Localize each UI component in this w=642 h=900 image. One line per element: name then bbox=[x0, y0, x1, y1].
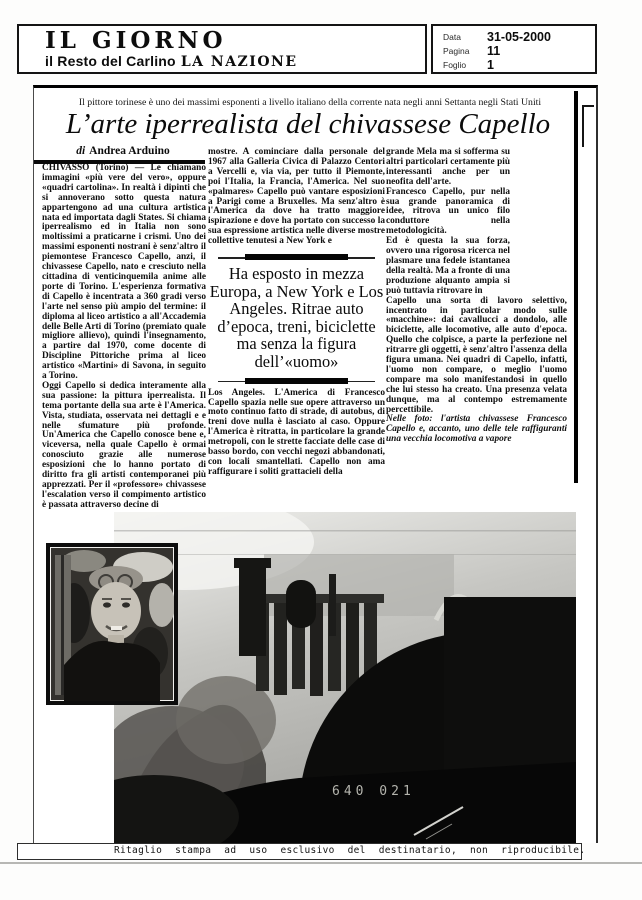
locomotive-photo-graphic bbox=[114, 512, 576, 843]
meta-row-sheet bbox=[443, 58, 595, 72]
page-label: Pagina bbox=[443, 46, 470, 56]
column-3-narrow-block bbox=[386, 148, 510, 297]
scan-artifact-line bbox=[0, 862, 642, 864]
photo-caption-note: Nelle foto: l'artista chivassese Francesco Capello e, accanto, uno delle tele raffiguranti una vecchia locomotiva a vapore bbox=[386, 414, 567, 445]
article-paragraph: mostre. A cominciare dalla personale del 1967 alla Galleria Civica di Palazzo Centori a Vercelli e, via via, per tutto il Piemonte, poi l'Italia, la Francia, l'America. Nel suo «palmares» Capello può vantare esposizioni a Parigi come a Bruxelles. Ma senz'altro è l'America da dove ha tratto maggiore ispirazione e dove ha portato con successo la sua espressione artistica nelle diverse mostre collettive tenutesi a New York e bbox=[208, 147, 385, 247]
byline-prefix: di bbox=[76, 145, 86, 157]
article-paragraph: Francesco Capello, pur nella sua grande panoramica di idee, ritrova un unico filo conduttore nella metodologicità. bbox=[386, 186, 510, 237]
byline-name: Andrea Arduino bbox=[89, 145, 170, 157]
article-paragraph: Los Angeles. L'America di Francesco Capello spazia nelle sue opere attraverso un moto continuo fatto di strade, di autobus, di treni dove nulla è lasciato al caso. Oppure l'America è ritratta, in particolare la grande metropoli, con le strette facciate delle case di basso bordo, con vecchi negozi abbandonati, con locali smantellati. Capello non ama raffigurare i soliti grattacieli della bbox=[208, 387, 385, 477]
sheet-label: Foglio bbox=[443, 60, 467, 70]
masthead-resto-del-carlino: il Resto del Carlino bbox=[45, 53, 176, 69]
article-container bbox=[33, 85, 598, 843]
artist-portrait-photo bbox=[46, 543, 178, 705]
date-label: Data bbox=[443, 32, 461, 42]
masthead-box bbox=[17, 24, 427, 74]
masthead-secondary-line bbox=[45, 53, 425, 71]
pull-quote: Ha esposto in mezza Europa, a New York e Los Angeles. Ritrae auto d’epoca, treni, biciclette ma senza la figura dell’«uomo» bbox=[209, 264, 384, 372]
meta-row-date bbox=[443, 30, 595, 44]
pull-quote-rule-top bbox=[218, 254, 375, 261]
page-value: 11 bbox=[487, 44, 501, 58]
article-kicker: Il pittore torinese è uno dei massimi esponenti a livello italiano della corrente nata negli anni Settanta negli Stati Uniti bbox=[78, 97, 542, 108]
article-column-3 bbox=[386, 148, 567, 445]
article-paragraph: grande Mela ma si sofferma su altri particolari certamente più interessanti anche per un neofita dell'arte. bbox=[386, 147, 510, 187]
masthead-la-nazione: LA NAZIONE bbox=[180, 54, 298, 70]
sheet-value: 1 bbox=[487, 58, 494, 72]
article-headline: L’arte iperrealista del chivassese Capello bbox=[65, 108, 551, 140]
meta-row-page bbox=[443, 44, 595, 58]
masthead-il-giorno: IL GIORNO bbox=[45, 27, 227, 54]
article-paragraph: Capello una sorta di lavoro selettivo, incentrato in particolar modo sulle «macchine»: dai cavallucci a dondolo, alle biciclette, alle locomotive, alle auto d'epoca. Quello che colpisce, a parte la perfezione nel ritrarre gli oggetti, è senz'altro l'assenza della figura umana. Nei quadri di Capello, infatti, l'uomo non compare, o meglio l'uomo compare ma solo manifestandosi in quello che lui stesso ha creato. Una presenza velata dunque, ma al contempo estremamente percettibile. bbox=[386, 295, 567, 415]
article-column-2 bbox=[208, 148, 385, 478]
article-paragraph: CHIVASSO (Torino) — Le chiamano immagini «più vere del vero», oppure «quadri cartolina». In realtà i dipinti che si annoverano sotto questa natura appartengono ad una cultura artistica nata ed importata dagli States. Si chiama iperrealismo ed in Italia non sono moltissimi a praticarne i crismi. Uno dei massimi esponenti nostrani è senz'altro il piemontese Francesco Capello, anzi, il chivassese Capello, nato e cresciuto nella cittadina di venticinquemila anime alle porte di Torino. L'esperienza formativa di Capello è incentrata a 360 gradi verso l'arte nel senso più ampio del termine: il diploma al liceo artistico a all'Accademia delle Belle Arti di Torino (premiato quale migliore allievo), quindi l'insegnamento, a partire dal 1970, come docente di Discipline Pittoriche prima al liceo artistico «Martini» di Savona, in seguito a Torino. bbox=[42, 163, 206, 382]
date-value: 31-05-2000 bbox=[487, 30, 551, 44]
article-paragraph: Ed è questa la sua forza, ovvero una rigorosa ricerca nel plasmare una fedele istantanea della realtà. Ma a fronte di una produzione alquanto ampia si può tuttavia ritrovare in bbox=[386, 236, 510, 296]
locomotive-photo bbox=[114, 512, 576, 843]
artist-portrait-graphic bbox=[46, 543, 178, 705]
article-column-1 bbox=[42, 164, 206, 511]
article-byline bbox=[42, 145, 204, 157]
footer-disclaimer-text: Ritaglio stampa ad uso esclusivo del destinatario, non riproducibile. bbox=[114, 845, 586, 856]
article-paragraph: Oggi Capello si dedica interamente alla sua passione: la pittura iperrealista. Il tema portante della sua arte è l'America. Vista, studiata, osservata nei dettagli e e nelle sfumature più profonde. Un'America che Capello conosce bene e, viceversa, nella quale Capello è ormai conosciuto grazie alle numerose esposizioni che lo hanno portato di diritto fra gli artisti contemporanei più apprezzati. Per il «professore» chivassese l'escalation verso il compimento artistico è passata attraverso decine di bbox=[42, 380, 206, 510]
footer-disclaimer-strip bbox=[17, 843, 586, 860]
clipping-meta-box bbox=[431, 24, 597, 74]
locomotive-number-text: 640 021 bbox=[332, 784, 415, 799]
pull-quote-rule-bottom bbox=[218, 378, 375, 385]
column-divider-rule bbox=[574, 91, 578, 483]
crop-mark bbox=[582, 105, 594, 147]
